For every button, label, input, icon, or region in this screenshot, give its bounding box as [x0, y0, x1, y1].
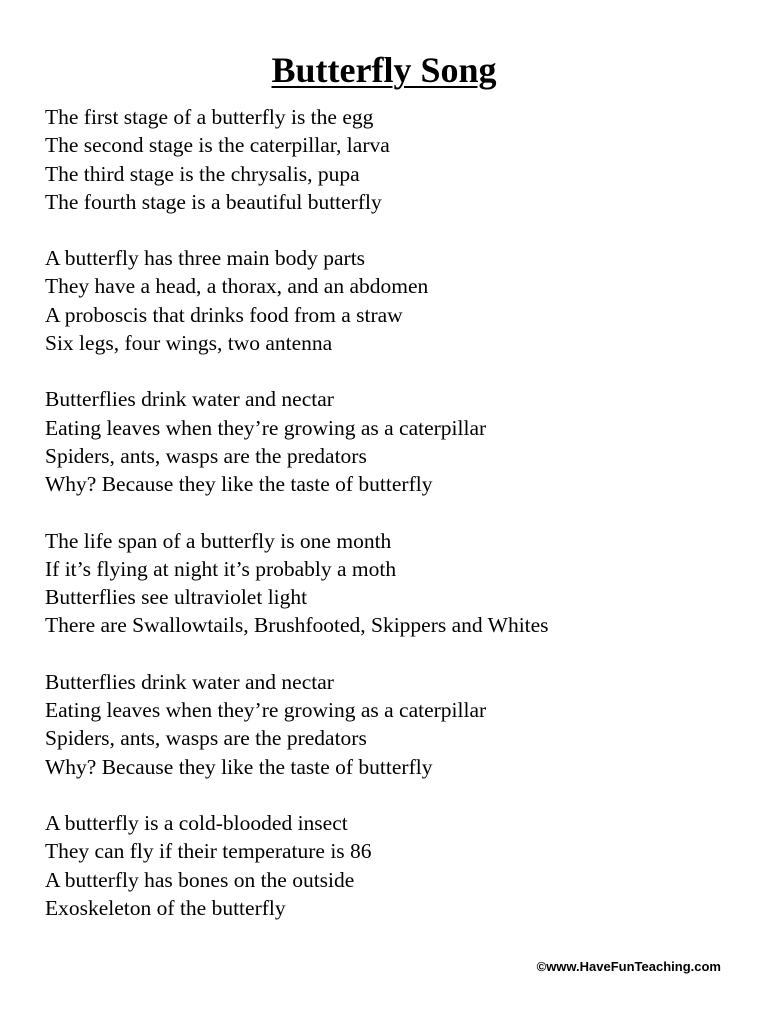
lyric-line: The life span of a butterfly is one month: [45, 528, 392, 553]
lyric-line: Eating leaves when they’re growing as a caterpillar: [45, 698, 487, 723]
lyric-line: Butterflies drink water and nectar: [45, 669, 334, 694]
stanza: [45, 527, 745, 640]
lyric-line: There are Swallowtails, Brushfooted, Skippers and Whites: [45, 613, 549, 638]
stanza: [45, 244, 745, 357]
lyric-line: Spiders, ants, wasps are the predators: [45, 443, 367, 468]
stanza: [45, 103, 745, 216]
song-lyrics: [45, 103, 745, 950]
stanza: [45, 809, 745, 922]
lyric-line: Exoskeleton of the butterfly: [45, 895, 286, 920]
lyric-line: Butterflies drink water and nectar: [45, 387, 334, 412]
page-title: [0, 48, 768, 92]
lyric-line: Why? Because they like the taste of butterfly: [45, 754, 433, 779]
lyric-line: A proboscis that drinks food from a straw: [45, 302, 403, 327]
lyric-line: They can fly if their temperature is 86: [45, 839, 372, 864]
lyric-line: The first stage of a butterfly is the egg: [45, 105, 374, 129]
lyric-line: The fourth stage is a beautiful butterfly: [45, 189, 382, 214]
lyric-line: Eating leaves when they’re growing as a caterpillar: [45, 415, 487, 440]
lyric-line: The third stage is the chrysalis, pupa: [45, 161, 360, 186]
lyric-line: Six legs, four wings, two antenna: [45, 331, 333, 356]
lyric-line: Why? Because they like the taste of butterfly: [45, 472, 433, 497]
lyric-line: If it’s flying at night it’s probably a moth: [45, 556, 397, 581]
stanza: [45, 385, 745, 498]
lyric-line: They have a head, a thorax, and an abdomen: [45, 274, 429, 299]
lyric-line: The second stage is the caterpillar, larva: [45, 133, 390, 158]
lyric-line: A butterfly has three main body parts: [45, 246, 366, 271]
lyric-line: Butterflies see ultraviolet light: [45, 585, 308, 610]
lyric-line: A butterfly is a cold-blooded insect: [45, 810, 348, 835]
title-text: Butterfly Song: [271, 50, 497, 90]
lyric-line: A butterfly has bones on the outside: [45, 867, 355, 892]
stanza: [45, 668, 745, 781]
copyright-footer: ©www.HaveFunTeaching.com: [536, 959, 721, 974]
lyric-line: Spiders, ants, wasps are the predators: [45, 726, 367, 751]
